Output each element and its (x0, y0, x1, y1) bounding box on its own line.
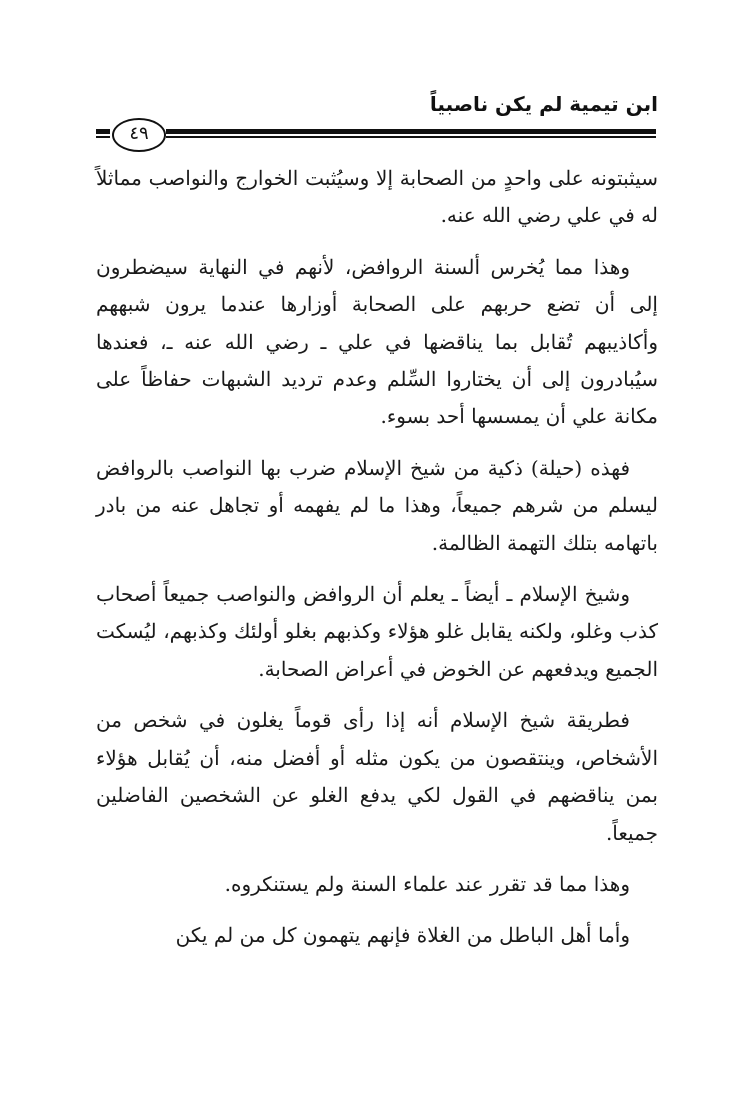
paragraph-1: سيثبتونه على واحدٍ من الصحابة إلا وسيُثبت الخوارج والنواصب مماثلاً له في علي رضي الله عنه. (96, 166, 658, 228)
paragraph-2: وهذا مما يُخرس ألسنة الروافض، لأنهم في النهاية سيضطرون إلى أن تضع حربهم على الصحابة أوزارها عندما يرون شبههم وأكاذيبهم تُقابل بما يناقضها في علي ـ رضي الله عنه ـ، فعندها سيُبادرون إلى أن يختاروا السِّلم وعدم ترديد الشبهات حفاظاً على مكانة علي أن يمسسها أحد بسوء. (96, 254, 658, 429)
rule-line-thick (166, 129, 656, 134)
paragraph-4: وشيخ الإسلام ـ أيضاً ـ يعلم أن الروافض والنواصب جميعاً أصحاب كذب وغلو، ولكنه يقابل غلو هؤلاء وكذبهم بغلو أولئك وكذبهم، ليُسكت الجميع ويدفعهم عن الخوض في أعراض الصحابة. (96, 582, 658, 681)
running-title: ابن تيمية لم يكن ناصبياً (429, 92, 658, 116)
header-rule (96, 123, 656, 144)
rule-segment-left-thin (96, 136, 110, 138)
rule-line-thin (166, 136, 656, 138)
paragraph-7: وأما أهل الباطل من الغلاة فإنهم يتهمون كل من لم يكن (175, 923, 630, 948)
rule-segment-left (96, 129, 110, 134)
paragraph-3: فهذه (حيلة) ذكية من شيخ الإسلام ضرب بها النواصب بالروافض ليسلم من شرهم جميعاً، وهذا ما لم يفهمه أو تجاهل عنه من بادر باتهامه بتلك التهمة الظالمة. (96, 455, 658, 555)
paragraph-6: وهذا مما قد تقرر عند علماء السنة ولم يستنكروه. (224, 871, 630, 896)
paragraph-5: فطريقة شيخ الإسلام أنه إذا رأى قوماً يغلون في شخص من الأشخاص، وينتقصون من يكون مثله أو أفضل منه، أن يُقابل هؤلاء بمن يناقضهم في القول لكي يدفع الغلو عن الشخصين الفاضلين جميعاً. (96, 708, 658, 845)
page-number: ٤٩ (112, 118, 166, 152)
body-text (96, 160, 658, 969)
